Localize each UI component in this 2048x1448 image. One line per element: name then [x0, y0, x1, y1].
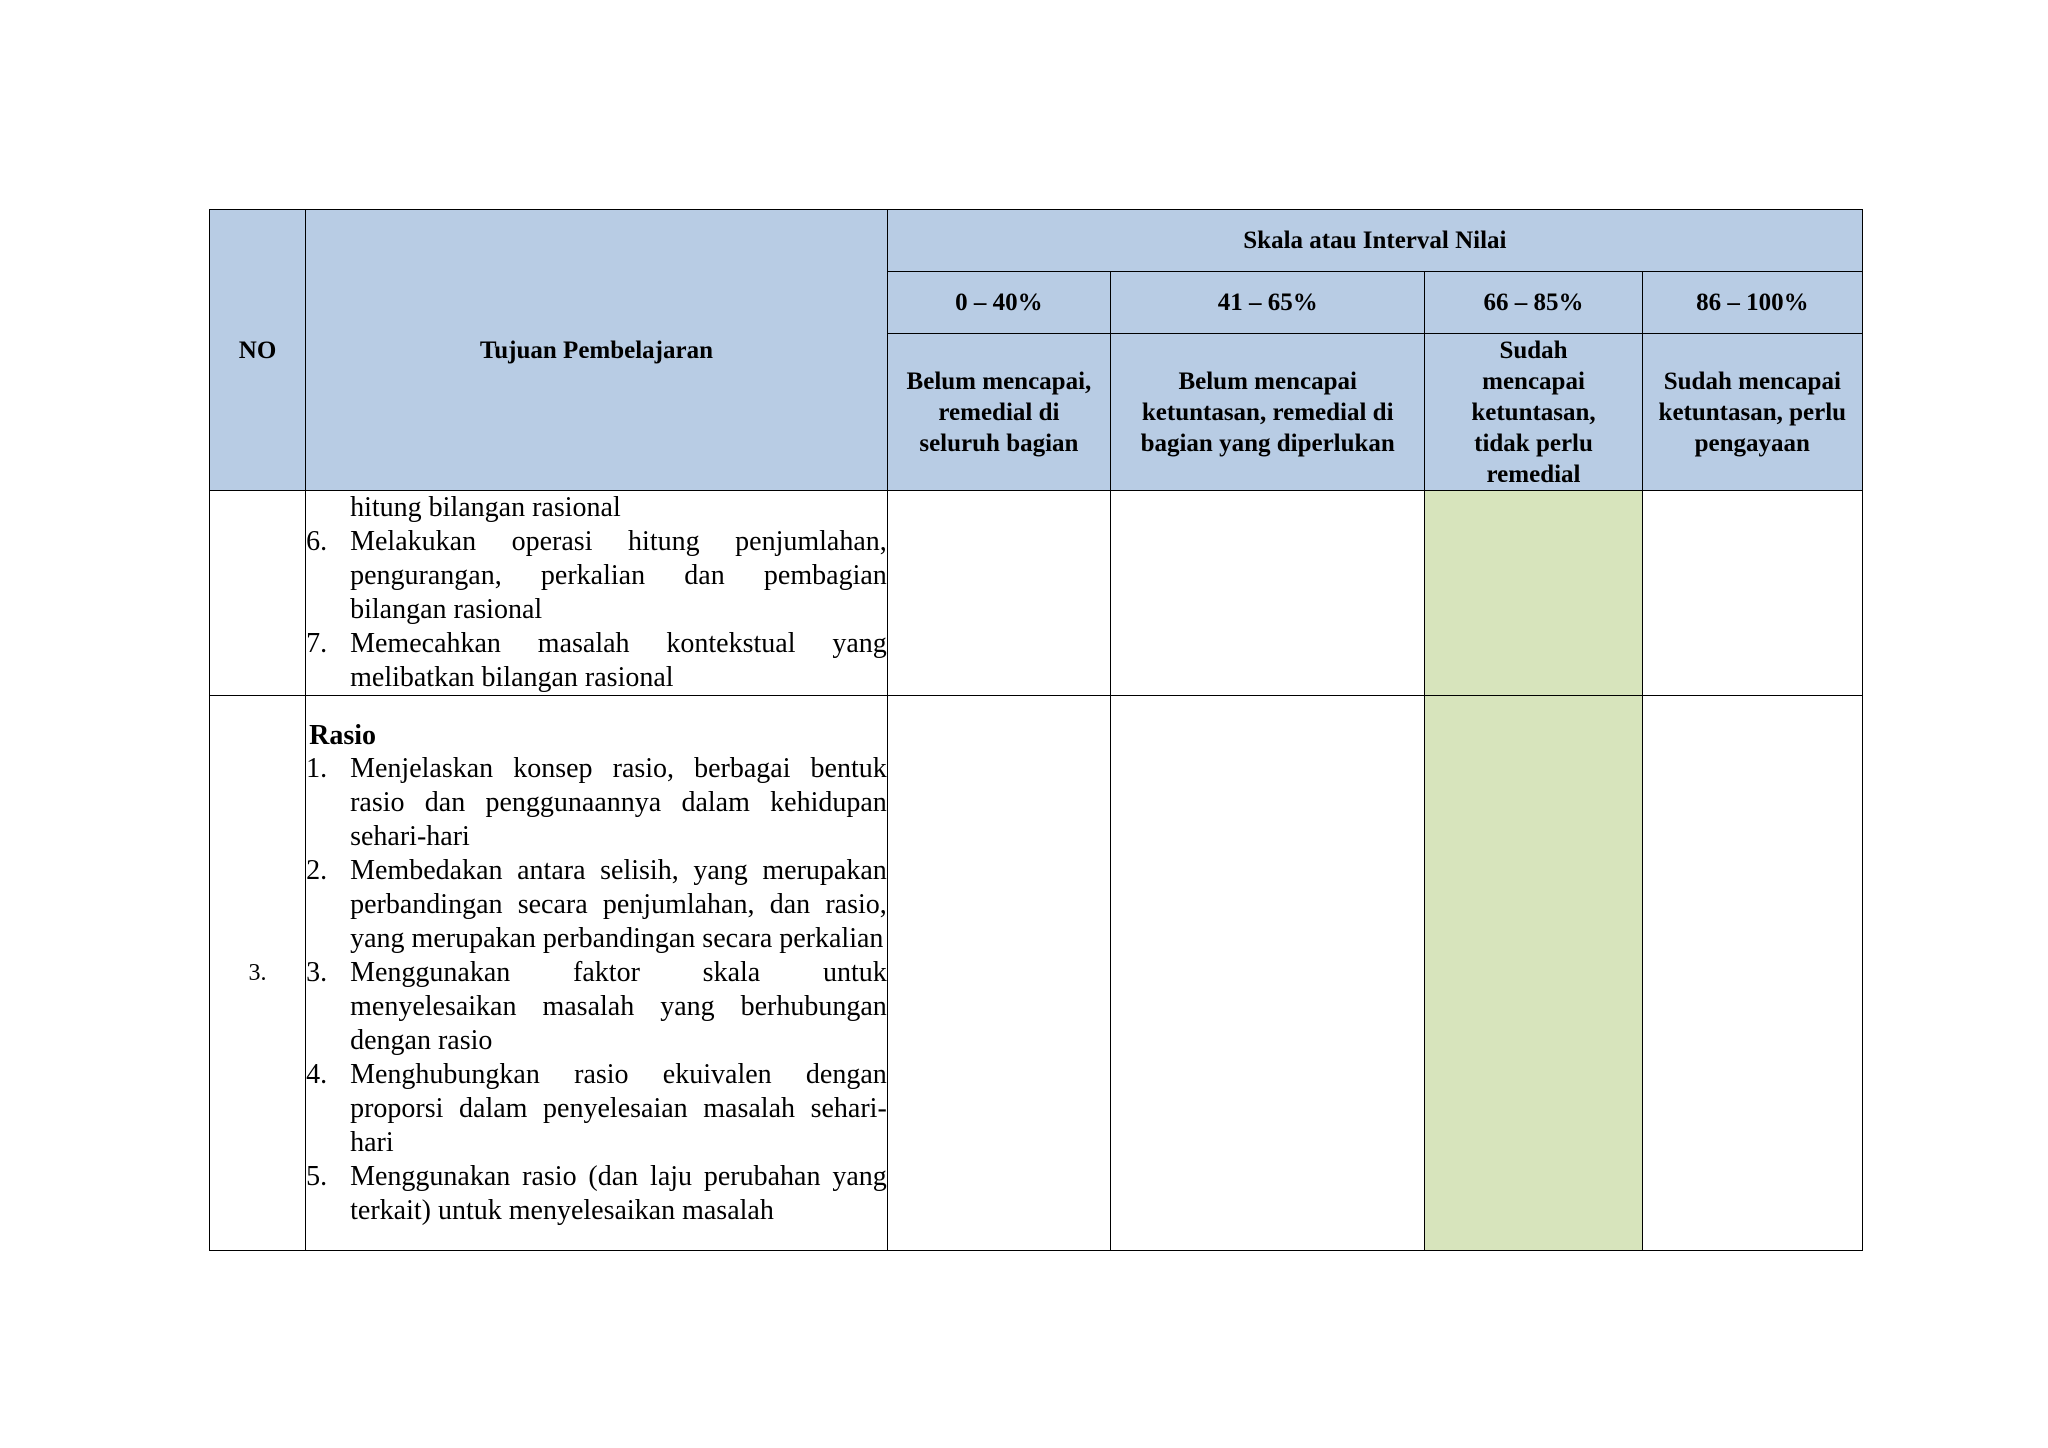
objective-text: Menggunakan rasio (dan laju perubahan yang terkait) untuk menyelesaikan masalah	[350, 1161, 887, 1226]
objective-number: 3.	[306, 957, 328, 988]
objective-number: 7.	[306, 628, 328, 659]
assessment-table	[209, 209, 1863, 1251]
list-item	[306, 491, 887, 525]
header-description	[1111, 334, 1425, 491]
header-description-text: Belum mencapai ketuntasan, remedial di bagian yang diperlukan	[1140, 367, 1395, 457]
header-description	[887, 334, 1110, 491]
header-description-text: Sudah mencapai ketuntasan, perlu pengayaan	[1658, 367, 1847, 457]
header-description-text: Belum mencapai, remedial di seluruh bagian	[906, 367, 1092, 457]
table-row	[210, 696, 1863, 1251]
header-description	[1425, 334, 1642, 491]
list-item	[306, 752, 887, 854]
list-item	[306, 627, 887, 695]
section-title: Rasio	[309, 720, 377, 751]
objective-number: 2.	[306, 855, 328, 886]
objective-text: Menghubungkan rasio ekuivalen dengan proporsi dalam penyelesaian masalah sehari-hari	[350, 1059, 887, 1158]
list-item	[306, 1160, 887, 1228]
objective-text: hitung bilangan rasional	[350, 492, 621, 523]
objective-number: 5.	[306, 1161, 328, 1192]
tujuan-pembelajaran-cell	[306, 491, 888, 696]
objective-text: Melakukan operasi hitung penjumlahan, pengurangan, perkalian dan pembagian bilangan rasional	[350, 526, 887, 625]
objective-text: Memecahkan masalah kontekstual yang melibatkan bilangan rasional	[350, 628, 887, 693]
list-item	[306, 854, 887, 956]
list-item	[306, 1058, 887, 1160]
objective-number: 1.	[306, 753, 328, 784]
objective-text: Menjelaskan konsep rasio, berbagai bentuk rasio dan penggunaannya dalam kehidupan sehari-hari	[350, 753, 887, 852]
header-tujuan-pembelajaran: Tujuan Pembelajaran	[306, 210, 888, 491]
tujuan-pembelajaran-cell	[306, 696, 888, 1251]
objective-number: 4.	[306, 1059, 328, 1090]
row-number	[210, 491, 306, 696]
score-cell-41-65	[1111, 491, 1425, 696]
objective-text: Menggunakan faktor skala untuk menyelesaikan masalah yang berhubungan dengan rasio	[350, 957, 887, 1056]
objective-number: 6.	[306, 526, 328, 557]
header-range: 86 – 100%	[1642, 272, 1862, 334]
score-cell-66-85-highlighted	[1425, 696, 1642, 1251]
score-cell-86-100	[1642, 696, 1862, 1251]
header-scale: Skala atau Interval Nilai	[887, 210, 1862, 272]
header-range: 66 – 85%	[1425, 272, 1642, 334]
score-cell-0-40	[887, 696, 1110, 1251]
list-item	[306, 525, 887, 627]
header-no: NO	[210, 210, 306, 491]
objective-list	[306, 752, 887, 1228]
header-description-text: Sudah mencapai ketuntasan, tidak perlu remedial	[1471, 336, 1596, 488]
row-number: 3.	[210, 696, 306, 1251]
objective-list	[306, 491, 887, 695]
header-range: 41 – 65%	[1111, 272, 1425, 334]
objective-text: Membedakan antara selisih, yang merupakan perbandingan secara penjumlahan, dan rasio, yang merupakan perbandingan secara perkalian	[350, 855, 887, 954]
score-cell-66-85-highlighted	[1425, 491, 1642, 696]
list-item	[306, 956, 887, 1058]
table-row	[210, 491, 1863, 696]
score-cell-0-40	[887, 491, 1110, 696]
header-range: 0 – 40%	[887, 272, 1110, 334]
score-cell-41-65	[1111, 696, 1425, 1251]
score-cell-86-100	[1642, 491, 1862, 696]
header-description	[1642, 334, 1862, 491]
